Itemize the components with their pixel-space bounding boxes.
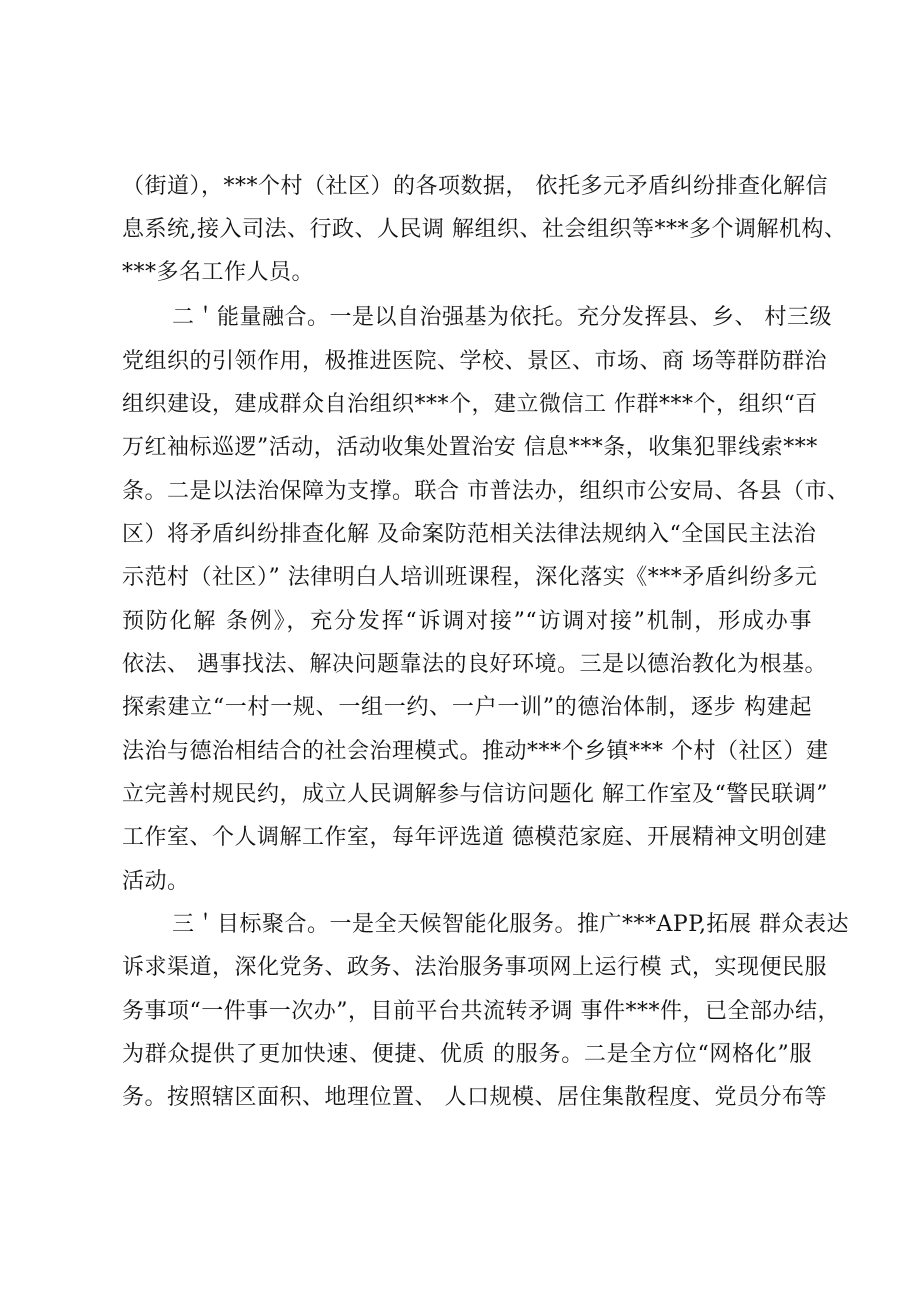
text-line: ***多名工作人员。 [122, 260, 315, 285]
section-heading-line: 三＇目标聚合。一是全天候智能化服务。推广***APP,拓展 群众表达 [172, 912, 850, 937]
section-heading-line: 二＇能量融合。一是以自治强基为依托。充分发挥县、乡、 村三级 [172, 305, 832, 330]
text-line: 万红袖标巡逻”活动，活动收集处置治安 信息***条，收集犯罪线索*** [122, 435, 818, 460]
text-line: 党组织的引领作用，极推进医院、学校、景区、市场、商 场等群防群治 [122, 349, 827, 374]
text-line: 预防化解 条例》，充分发挥“诉调对接”“访调对接”机制，形成办事 [122, 609, 812, 634]
text-line: 条。二是以法治保障为支撑。联合 市普法办，组织市公安局、各县（市、 [122, 479, 850, 504]
text-line: （街道），***个村（社区）的各项数据， 依托多元矛盾纠纷排查化解信 [122, 174, 828, 199]
text-line: 工作室、个人调解工作室，每年评选道 德模范家庭、开展精神文明创建 [122, 825, 827, 850]
text-line: 探索建立“一村一规、一组一约、一户一训”的德治体制，逐步 构建起 [122, 695, 812, 720]
text-line: 务。按照辖区面积、地理位置、 人口规模、居住集散程度、党员分布等 [122, 1085, 827, 1110]
text-line: 活动。 [122, 869, 190, 894]
text-line: 依法、 遇事找法、解决问题靠法的良好环境。三是以德治教化为根基。 [122, 652, 827, 677]
text-line: 示范村（社区）” 法律明白人培训班课程，深化落实《***矛盾纠纷多元 [122, 565, 818, 590]
text-line: 组织建设，建成群众自治组织***个，建立微信工 作群***个，组织“百 [122, 392, 818, 417]
text-line: 为群众提供了更加快速、便捷、优质 的服务。二是全方位“网格化”服 [122, 1042, 812, 1067]
text-line: 务事项“一件事一次办”，目前平台共流转矛调 事件***件，已全部办结， [122, 999, 840, 1024]
text-line: 诉求渠道，深化党务、政务、法治服务事项网上运行模 式，实现便民服 [122, 955, 827, 980]
text-line: 法治与德治相结合的社会治理模式。推动***个乡镇*** 个村（社区）建 [122, 739, 829, 764]
text-line: 立完善村规民约，成立人民调解参与信访问题化 解工作室及“警民联调” [122, 782, 828, 807]
text-line: 区）将矛盾纠纷排查化解 及命案防范相关法律法规纳入“全国民主法治 [122, 522, 817, 547]
text-line: 息系统,接入司法、行政、人民调 解组织、社会组织等***多个调解机构、 [122, 217, 847, 242]
